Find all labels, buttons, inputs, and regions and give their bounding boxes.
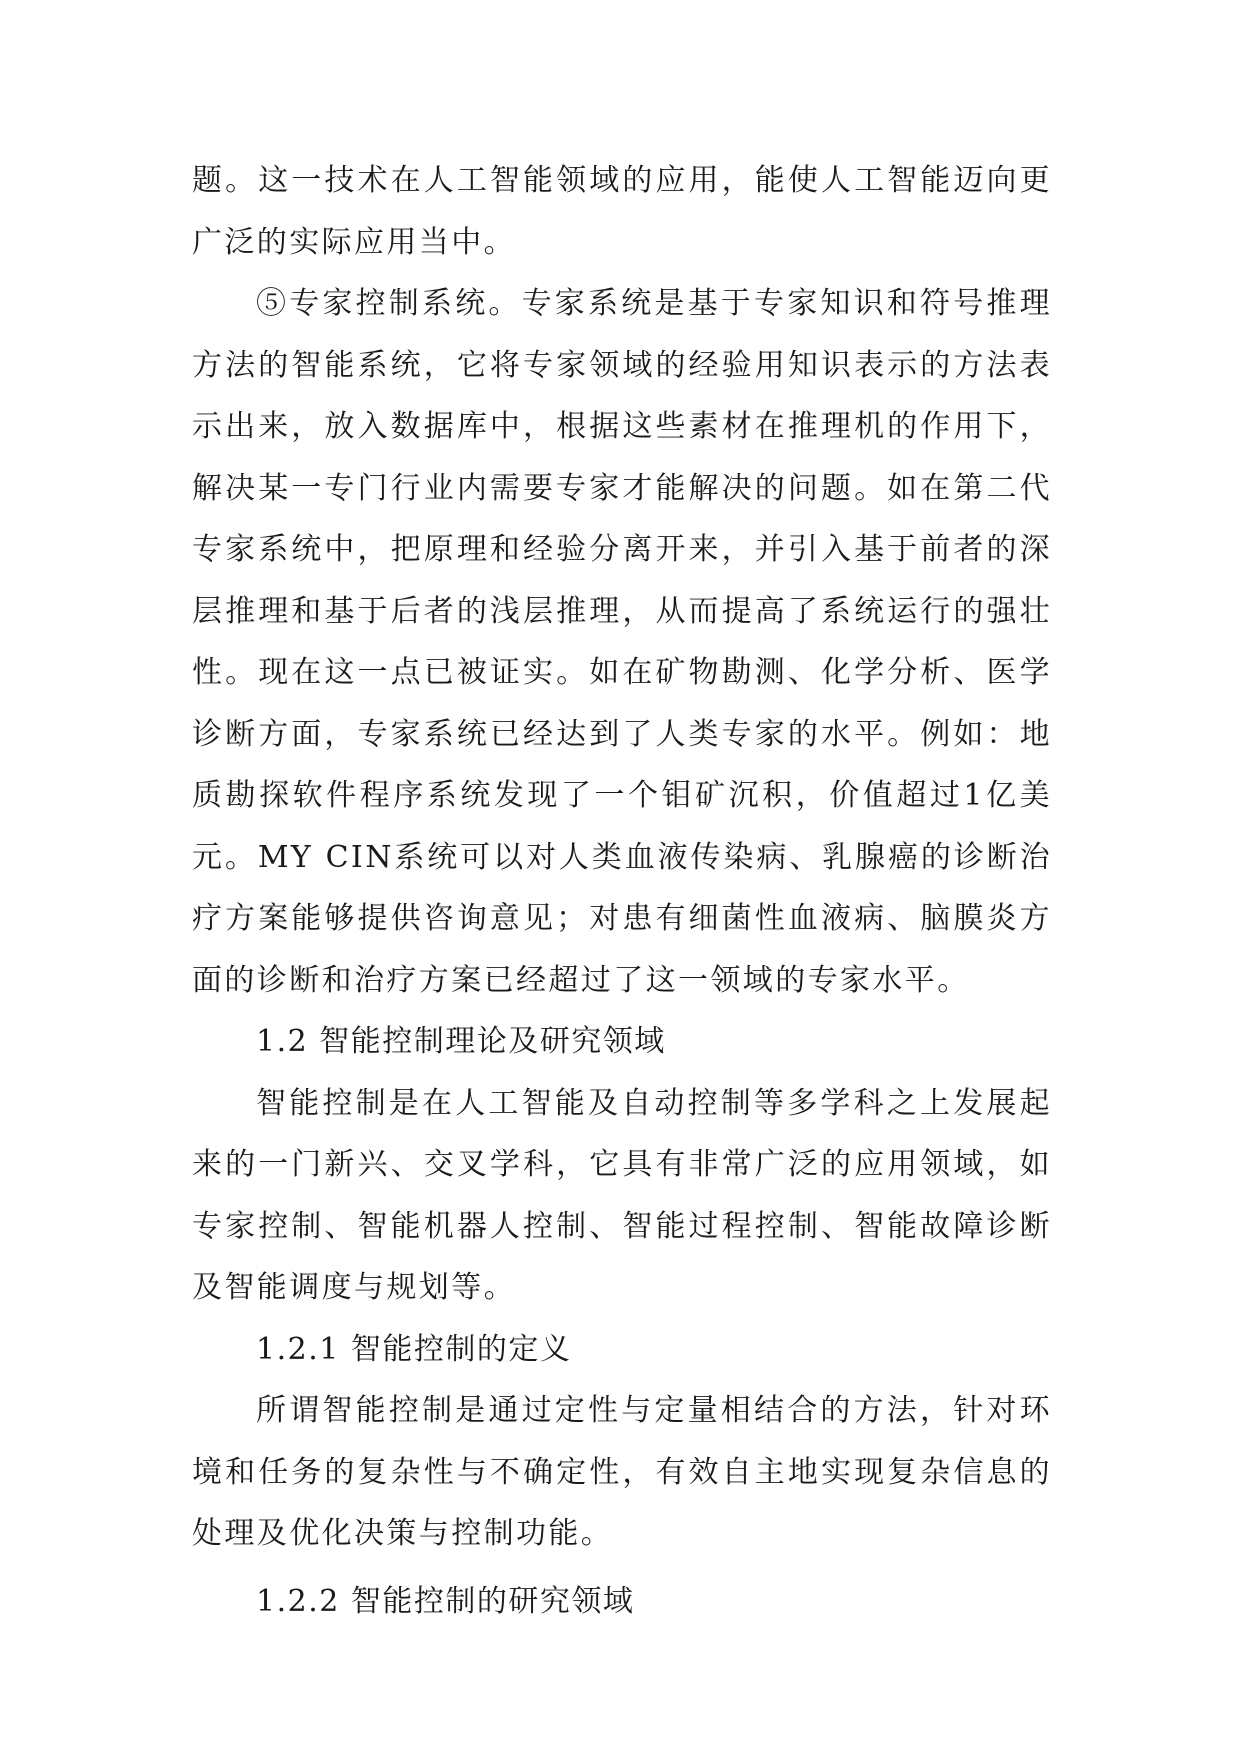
paragraph-intelligent-control-definition: 所谓智能控制是通过定性与定量相结合的方法，针对环境和任务的复杂性与不确定性，有效自主地实现复杂信息的处理及优化决策与控制功能。 [192, 1393, 1052, 1551]
section-heading-1-2: 1.2 智能控制理论及研究领域 [256, 1024, 666, 1059]
paragraph-continued: 题。这一技术在人工智能领域的应用，能使人工智能迈向更广泛的实际应用当中。 [192, 163, 1052, 260]
section-heading-1-2-2: 1.2.2 智能控制的研究领域 [256, 1583, 635, 1619]
paragraph-expert-control-system: ⑤专家控制系统。专家系统是基于专家知识和符号推理方法的智能系统，它将专家领域的经验用知识表示的方法表示出来，放入数据库中，根据这些素材在推理机的作用下，解决某一专门行业内需要专家才能解决的问题。如在第二代专家系统中，把原理和经验分离开来，并引入基于前者的深层推理和基于后者的浅层推理，从而提高了系统运行的强壮性。现在这一点已被证实。如在矿物勘测、化学分析、医学诊断方面，专家系统已经达到了人类专家的水平。例如：地质勘探软件程序系统发现了一个钼矿沉积，价值超过1亿美元。MY CIN系统可以对人类血液传染病、乳腺癌的诊断治疗方案能够提供咨询意见；对患有细菌性血液病、脑膜炎方面的诊断和治疗方案已经超过了这一领域的专家水平。 [192, 286, 1052, 998]
section-heading-1-2-1: 1.2.1 智能控制的定义 [256, 1331, 572, 1367]
paragraph-intelligent-control-intro: 智能控制是在人工智能及自动控制等多学科之上发展起来的一门新兴、交叉学科，它具有非常广泛的应用领域，如专家控制、智能机器人控制、智能过程控制、智能故障诊断及智能调度与规划等。 [192, 1085, 1052, 1305]
document-page [192, 150, 1052, 1632]
